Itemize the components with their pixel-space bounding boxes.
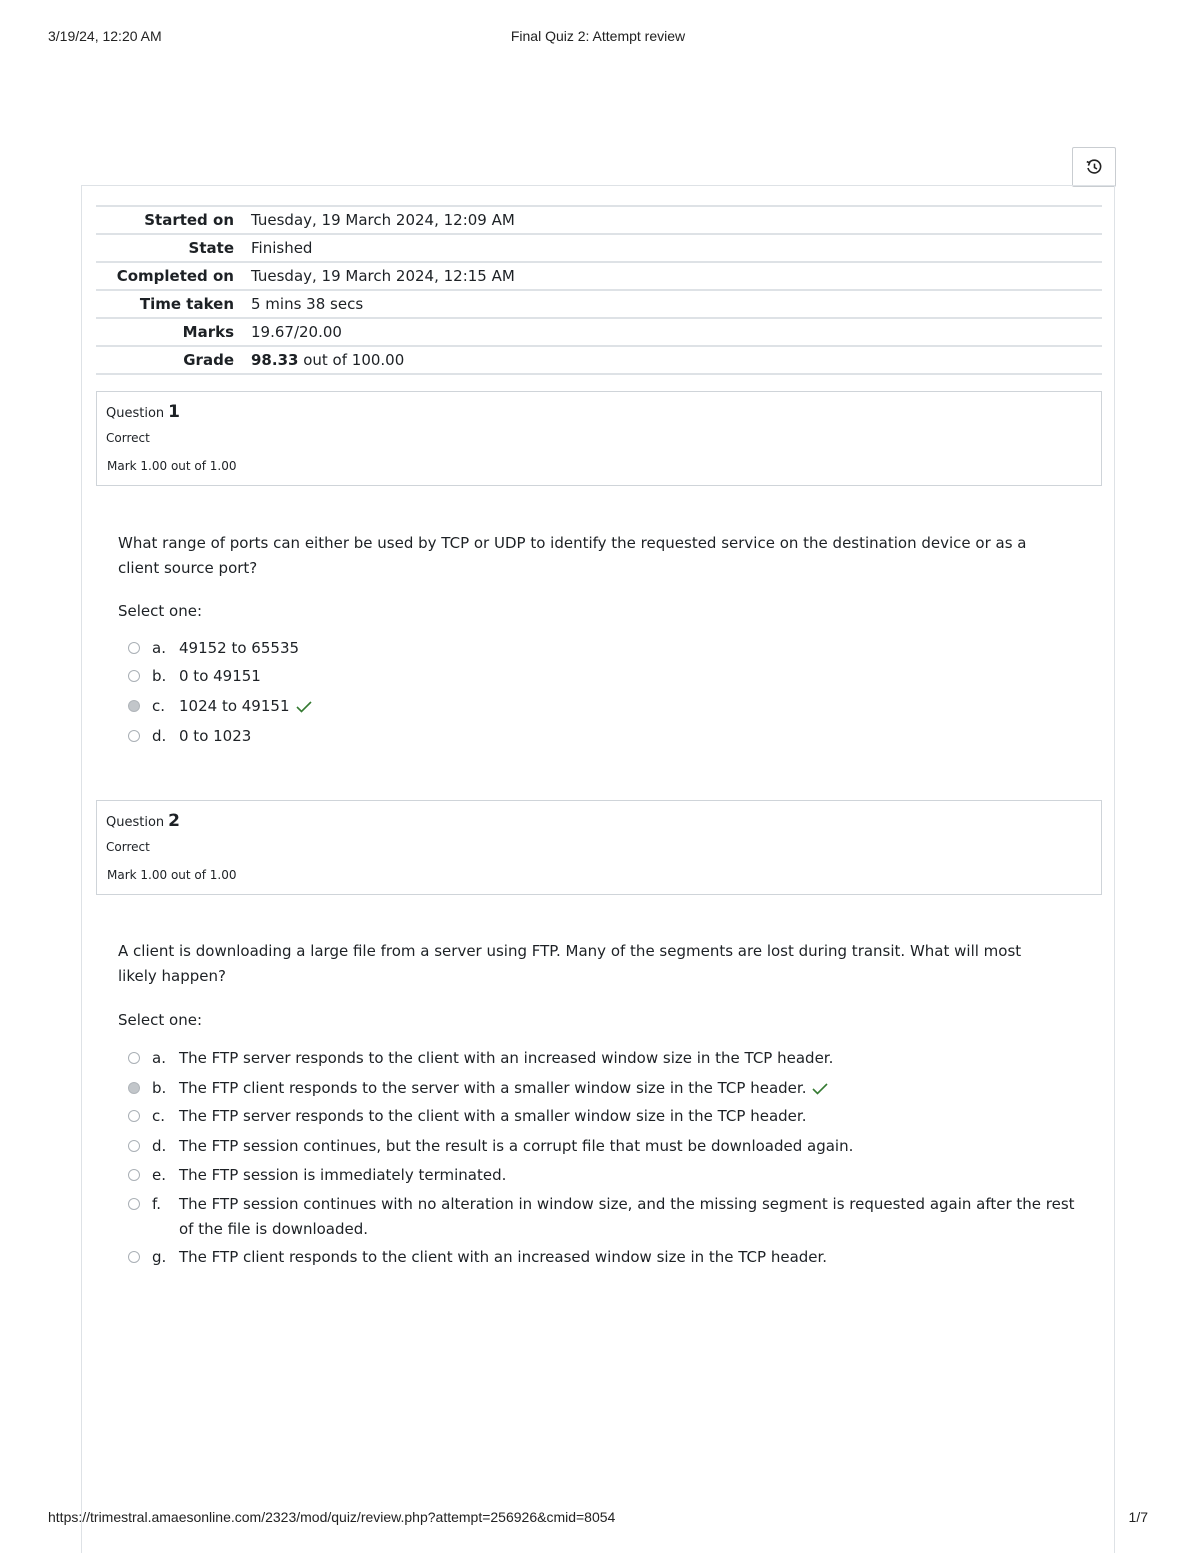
print-date: 3/19/24, 12:20 AM bbox=[48, 28, 162, 44]
question-number bbox=[106, 811, 180, 831]
question-1-info bbox=[96, 391, 1102, 486]
completed-label: Completed on bbox=[116, 267, 234, 285]
question-1-text: What range of ports can either be used by TCP or UDP to identify the requested service on the destination device or as a client source port? bbox=[118, 534, 1027, 577]
answer-text: 1024 to 49151 bbox=[179, 697, 290, 715]
answer-radio[interactable] bbox=[128, 1169, 140, 1181]
answer-option[interactable] bbox=[126, 1245, 1086, 1270]
answer-text: The FTP session continues with no alteration in window size, and the missing segment is requested again after the rest of the file is downloaded. bbox=[179, 1195, 1075, 1238]
answer-text: The FTP client responds to the client with an increased window size in the TCP header. bbox=[179, 1248, 828, 1266]
summary-row-completed bbox=[96, 263, 1102, 291]
answer-option[interactable] bbox=[126, 1163, 1086, 1188]
answer-text: 49152 to 65535 bbox=[179, 639, 300, 657]
answer-letter: b. bbox=[152, 667, 167, 685]
answer-text: The FTP server responds to the client with an increased window size in the TCP header. bbox=[179, 1049, 834, 1067]
answer-option-selected[interactable] bbox=[126, 694, 1086, 719]
state-label: State bbox=[188, 239, 234, 257]
answer-option[interactable] bbox=[126, 1134, 1086, 1159]
answer-text: 0 to 49151 bbox=[179, 667, 261, 685]
answer-radio[interactable] bbox=[128, 1052, 140, 1064]
answer-option[interactable] bbox=[126, 664, 1086, 689]
answer-text: 0 to 1023 bbox=[179, 727, 252, 745]
answer-option[interactable] bbox=[126, 1192, 1086, 1242]
question-number-value: 2 bbox=[168, 811, 180, 831]
question-number bbox=[106, 402, 180, 422]
question-number-value: 1 bbox=[168, 402, 180, 422]
history-button[interactable] bbox=[1072, 147, 1116, 187]
answer-text: The FTP session is immediately terminated. bbox=[179, 1166, 507, 1184]
answer-radio[interactable] bbox=[128, 1140, 140, 1152]
question-2-info bbox=[96, 800, 1102, 895]
answer-radio[interactable] bbox=[128, 730, 140, 742]
answer-radio[interactable] bbox=[128, 670, 140, 682]
question-2-select-label: Select one: bbox=[118, 1011, 203, 1029]
summary-row-time bbox=[96, 291, 1102, 319]
answer-radio[interactable] bbox=[128, 642, 140, 654]
question-label: Question bbox=[106, 815, 165, 830]
answer-letter: f. bbox=[152, 1195, 161, 1213]
answer-radio[interactable] bbox=[128, 1198, 140, 1210]
attempt-summary-table bbox=[96, 205, 1102, 375]
question-state: Correct bbox=[106, 840, 150, 854]
grade-out-of: out of 100.00 bbox=[298, 351, 405, 369]
question-2-text: A client is downloading a large file from a server using FTP. Many of the segments are lost during transit. What will most likely happen? bbox=[118, 942, 1022, 985]
grade-label: Grade bbox=[183, 351, 234, 369]
answer-letter: d. bbox=[152, 1137, 167, 1155]
answer-letter: g. bbox=[152, 1248, 167, 1266]
answer-radio-checked[interactable] bbox=[128, 700, 140, 712]
time-value: 5 mins 38 secs bbox=[251, 295, 364, 313]
marks-label: Marks bbox=[182, 323, 234, 341]
answer-option-selected[interactable] bbox=[126, 1076, 1086, 1101]
answer-letter: a. bbox=[152, 639, 166, 657]
history-icon bbox=[1085, 158, 1103, 176]
answer-option[interactable] bbox=[126, 636, 1086, 661]
grade-value bbox=[251, 351, 1102, 369]
correct-check-icon bbox=[296, 701, 312, 713]
print-url: https://trimestral.amaesonline.com/2323/mod/quiz/review.php?attempt=256926&cmid=8054 bbox=[48, 1509, 616, 1525]
correct-check-icon bbox=[812, 1083, 828, 1095]
answer-letter: c. bbox=[152, 697, 166, 715]
print-title: Final Quiz 2: Attempt review bbox=[510, 28, 686, 44]
answer-letter: a. bbox=[152, 1049, 166, 1067]
question-grade: Mark 1.00 out of 1.00 bbox=[107, 459, 237, 473]
answer-text: The FTP session continues, but the result is a corrupt file that must be downloaded again. bbox=[179, 1137, 854, 1155]
grade-score: 98.33 bbox=[251, 351, 299, 369]
summary-row-grade bbox=[96, 347, 1102, 375]
answer-option[interactable] bbox=[126, 1104, 1086, 1129]
answer-radio[interactable] bbox=[128, 1110, 140, 1122]
answer-option[interactable] bbox=[126, 1046, 1086, 1071]
question-1-select-label: Select one: bbox=[118, 602, 203, 620]
question-label: Question bbox=[106, 406, 165, 421]
answer-text: The FTP client responds to the server with a smaller window size in the TCP header. bbox=[179, 1079, 807, 1097]
answer-text: The FTP server responds to the client with a smaller window size in the TCP header. bbox=[179, 1107, 807, 1125]
answer-letter: e. bbox=[152, 1166, 166, 1184]
print-page-number: 1/7 bbox=[1128, 1509, 1148, 1525]
answer-letter: c. bbox=[152, 1107, 166, 1125]
answer-letter: b. bbox=[152, 1079, 167, 1097]
summary-row-marks bbox=[96, 319, 1102, 347]
answer-option[interactable] bbox=[126, 724, 1086, 749]
marks-value: 19.67/20.00 bbox=[251, 323, 342, 341]
answer-radio-checked[interactable] bbox=[128, 1082, 140, 1094]
started-label: Started on bbox=[144, 211, 234, 229]
summary-row-state bbox=[96, 235, 1102, 263]
time-label: Time taken bbox=[139, 295, 234, 313]
summary-row-started bbox=[96, 207, 1102, 235]
question-state: Correct bbox=[106, 431, 150, 445]
state-value: Finished bbox=[251, 239, 313, 257]
answer-radio[interactable] bbox=[128, 1251, 140, 1263]
completed-value: Tuesday, 19 March 2024, 12:15 AM bbox=[251, 267, 515, 285]
question-grade: Mark 1.00 out of 1.00 bbox=[107, 868, 237, 882]
started-value: Tuesday, 19 March 2024, 12:09 AM bbox=[251, 211, 515, 229]
answer-letter: d. bbox=[152, 727, 167, 745]
